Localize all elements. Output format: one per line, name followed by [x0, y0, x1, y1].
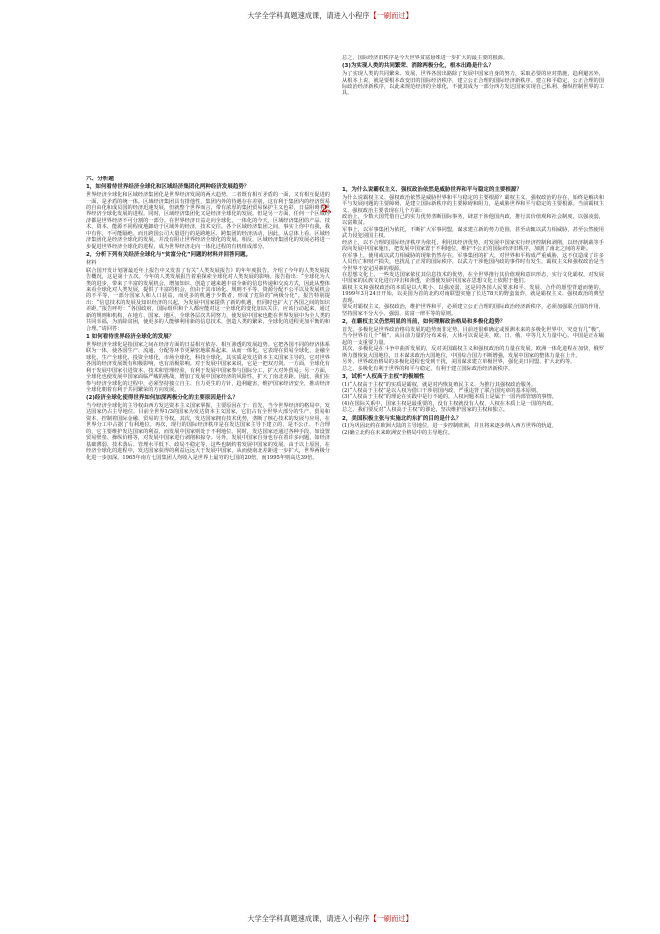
- question-3-answer: 为了实现人类的共同繁荣、发展，世界各国出路除了发展中国家自身的努力，采取必要的应对措施，趋利避害外，从根本上说，就是要根本改变旧的国际经济秩序，建立公正合理的国际经济新秩序。建立和平稳定、公正合理的国际政治经济新秩序，以此来规范经济的全球化，不使其成为一部分西方发达国家实现自己私利、操纵控制世界的工具。: [342, 71, 604, 97]
- analysis-q2-heading: 2，分析下列有关经济全球化与“贫富分化”问题的材料并回答问题。: [86, 252, 252, 259]
- top-continuation: [342, 55, 604, 165]
- footer-banner-link[interactable]: 【一刷而过】: [369, 914, 413, 923]
- material-label: 材料: [86, 259, 97, 266]
- right-q2-answer: 首先，多极化是世界政治格局发展的趋势而非定势。目前还很难确定或预测未来的多极化世界中，究竟有几“极”，当今世界有几个“极”，从目前力量的分布来看，大体可以说是美、欧、日、俄、中等几大力量中心。中国是正在崛起的一支重要力量。 其次，多极化是在斗争中曲折发展的，反对美国霸权主义和强权政治的力量在发展。欧洲一体化进程在加快，俄罗斯力图恢复大国地位，日本谋求政治大国地位，中国综合国力不断增强，发展中国家的整体力量在上升。 另外，世界政治格局的多极化进程也受到干扰，美国谋求建立单极世界，强化美日同盟、扩大北约等。 总之，多极化有利于世界的和平与稳定，有利于建立国际政治经济新秩序。: [342, 326, 604, 372]
- right-q1-heading: 1，为什么说霸权主义、强权政治依然是威胁世界和平与稳定的主要根源？: [342, 187, 522, 193]
- right-q4-heading: 2，美国积极主张与实施北约东扩的目的是什么？: [342, 415, 462, 422]
- question-3-heading: (3)为实现人类的共同繁荣、消除两极分化，根本出路是什么？: [342, 63, 494, 70]
- right-q3-heading: 3，试析“人权高于主权”的极端性: [342, 373, 425, 380]
- header-banner-text: 大学全学科真题速成课，请进入小程序: [247, 11, 370, 20]
- right-q4-answer: (1)为巩固北约在欧洲大陆的主导地位，进一步控制欧洲，并且将来逐步纳入西方世界的轨道。 (2)确立北约在未来欧洲安全格局中的主导地位。: [342, 423, 557, 436]
- sub-question-1-answer: 世界经济全球化是指国家之间在经济方面的日益相互依存、相互渗透的发展趋势。它把各国不同的经济体系联为一体，使各国生产、流通、分配等环节更紧密地联系起来，从而一体化。它表现在贸易全球化，金融全球化，生产全球化，投资全球化，市场全球化，科技全球化，其实质是发达资本主义国家主导的。它对世界各国的经济发展既有积极影响，也有消极影响。对于发展中国家来说，它是一把双刃剑。一方面，全球化有利于发展中国家引进资本、技术和管理经验，有利于发展中国家参与国际分工，扩大对外贸易；另一方面，全球化也使发展中国家面临严峻的挑战，增加了发展中国家经济的风险性，扩大了南北差距。因此，我们在参与经济全球化的过程中，必须坚持独立自主、自力更生的方针，趋利避害，维护国家经济安全，推动经济全球化朝着有利于共同繁荣的方向发展。: [86, 341, 330, 393]
- header-banner: [0, 11, 660, 21]
- sub-question-2-answer: 当今经济全球化的主导权由西方发达资本主义国家掌握，主要原因在于：首先，当今世界经济的格局中，发达国家仍占主导地位。目前全世界1/3的国家为发达资本主义国家，它们占有全世界大部分的生产、贸易和资本，控制着国际金融、贸易的主导权。其次，发达国家拥有技术优势，垄断了核心技术的发展与应用，在世界分工中占据了有利地位。再次，现行的国际经济秩序是在发达国家主导下建立的，是不公正、不合理的，它主要维护发达国家的利益，而发展中国家则处于不利地位。同时，发达国家还通过各种手段，如设置贸易壁垒、操纵价格等，对发展中国家进行剥削和掠夺。另外，发展中国家自身也存在着许多问题，如经济基础薄弱、技术落后、管理水平低下、政局不稳定等，这些也制约着发展中国家的发展。由于以上原因，在经济全球化的进程中，发达国家获得的利益远远大于发展中国家，从而使南北差距进一步扩大，世界两极分化进一步加深。1965年南方七国集团人均收入是世界上最穷的七国的20倍，而1995年则高达39倍。: [86, 403, 330, 461]
- section-title: 六、分析题: [86, 176, 114, 182]
- header-banner-link[interactable]: 【一刷而过】: [369, 11, 413, 20]
- material-text: 联合国开发计划署最近年上报告中又发表了有关“人类发展报告》的年年度报告。介绍了今年的人类发展报告概况，这是第十五次。今年的人类发展报告着重探索全球化对人类发展的影响。报告指出：“全球化为人类的进步，带来了丰富的发展机会，增加知识、创造了越来越丰富全新的信息传递和交流方式，因此从整体来看全球化对人类发展，提供了丰富的机会，但由于其市场化、规则不平等、资源分配不公平以及发展机会的不平等，一部分国家人和人口获益，而更多的机遇于少数者，形成了危险的“两极分化”。报告特别提出：“信息技术的发展及知识经济的兴起，为发展中国家提供了新的机遇，但同时也扩大了各国之间的知识差距。”报告呼吁：“各国政府，国际组织和个人都应能对这一全球化的变化加以关注，应该行动起来，通过新的规则和机构，在地方、国家、地区，全球各层次共同努力，使发展中国家也能在世界发展中为全人类的共同幸福，为消除贫困，使更多的人能够利用新的信息技术，创造人类的繁荣，全球化的进程更加平衡的和合理。”请回答：: [86, 267, 330, 332]
- footer-banner-text: 大学全学科真题速成课，请进入小程序: [247, 914, 370, 923]
- analysis-q1-heading: 1，如何看待世界经济全球化和区域经济集团化两种经济发展趋势？: [86, 184, 250, 191]
- right-column: [342, 185, 604, 904]
- right-q3-answer: (1)“人权高于主权”的实质是霸权，就是对内恢复殖民主义、为推行其强权政治服务。 (2)“人权高于主权”是以人权为借口干涉别国内政，严重违背了联合国宪章的基本原则。 (3)“人权高于主权”的理论在实践中是行不通的，人权问题本质上是属于一国内部管辖的事情。 (4)在国际关系中，国家主权是最重要的，没有主权就没有人权，人权在本质上是一国的内政。 总之，我们要反对“人权高于主权”的谬论，坚决维护国家的主权和独立。: [342, 381, 557, 414]
- right-q1-answer: 为什么说霸权主义、强权政治依然是威胁世界和平与稳定的主要根源？霸权主义、强权政治的存在，始终是解决和平与发展问题的主要障碍，是建立国际新秩序的主要障碍和阻力，是威胁世界和平与稳定的主要根源。当前霸权主义、强权政治主要表现在几个方面： 政治上，少数大国凭借自己的实力优势垄断国际事务，肆意干涉他国内政，推行其价值观和社会制度，以强凌弱，以富欺贫。 军事上，以军事集团为依托，不断扩大军事同盟，谋求建立新的势力范围，甚至动辄以武力相威胁，甚至公然使用武力侵犯别国主权。 经济上，以不合理的国际经济秩序为依托，利用其经济优势，对发展中国家实行经济控制和剥削，以经济制裁等手段向发展中国家施压，把发展中国家置于不利地位，维护不公正的国际经济旧秩序，加剧了南北之间的差距。 在军事上，使用或以武力相威胁的现象仍然存在。军事集团的扩大，对世界和平构成严重威胁，这不仅造成了许多人员伤亡和财产损失，也扰乱了正常的国际秩序，以武力干涉他国内政的事件时有发生，霸权主义和强权政治是当今世界不安定因素的根源。 在思想文化上，一些发达国家依仗其信息技术的优势，在全世界推行其价值观和意识形态，实行文化霸权，对发展中国家的民族文化进行冲击和渗透，企图使发展中国家在思想文化上依附于他们。 霸权主义和强权政治的本质是以大欺小、以强凌弱，这是同各国人民要求和平、发展、合作的愿望背道而驰的。1999年3月24日开始，以美国为首的北约对南联盟实施了长达78天的野蛮轰炸，就是霸权主义、强权政治的典型表现。 要反对霸权主义、强权政治，维护世界和平，必须建立公正合理的国际政治经济新秩序，必须加强联合国的作用，坚持国家不分大小、强弱、贫富一律平等的原则。: [342, 194, 604, 317]
- sub-question-2-heading: (2)经济全球化使得世界如何加深两极分化的主要原因是什么？: [86, 395, 238, 402]
- right-q2-heading: 2，在霸权主义仍然明显的当前，如何理解政治格局和多极化趋势？: [342, 319, 506, 326]
- footer-banner: [0, 914, 660, 924]
- red-margin-mark: 2、: [321, 204, 338, 215]
- top-intro: 总之，国际经济旧秩序是今天世界贫富悬殊进一步扩大的最主要的根源。: [342, 55, 509, 61]
- sub-question-1-heading: 1 如何看待世界经济全球化的发展？: [86, 334, 175, 341]
- left-column: [86, 176, 330, 904]
- analysis-q1-answer: 世界经济全球化和区域经济集团化是世界经济发展的两大趋势，二者既有相互矛盾的一面，又有相互促进的一面，是矛盾的统一体。区域经济集团具有排他性，集团内外的待遇存在差别，这有利于集团内的经济贸易的自由化和成员国的经济迅速发展，但就整个世界而言，带有浓厚的集团贸易保护主义色彩，日益阻碍着世界经济全球化发展的进程。同时，区域经济集团化又是经济全球化的发展。但是另一方面，任何一个区域经济都是世界经济不可分割的一部分。在世界经济日益走向全球化，一体化的今天，区域经济集团的产品、技术、资本、能源不同程度地卸给于区域外的经济，技术交往。各个区域经济集团之间，事实上你中有我，我中有你，不可能隔绝。而且跨国公司大量进行的是跨地区、跨集团的经济活动，因此，从总体上看，区域经济集团化是经济全球化的发展。并没有阻止世界经济全球化的发展。相反，区域经济集团化的发展必将进一步促进世界经济全球化的进程，成为世界经济走向一体化过程的有机组成部分。: [86, 192, 330, 250]
